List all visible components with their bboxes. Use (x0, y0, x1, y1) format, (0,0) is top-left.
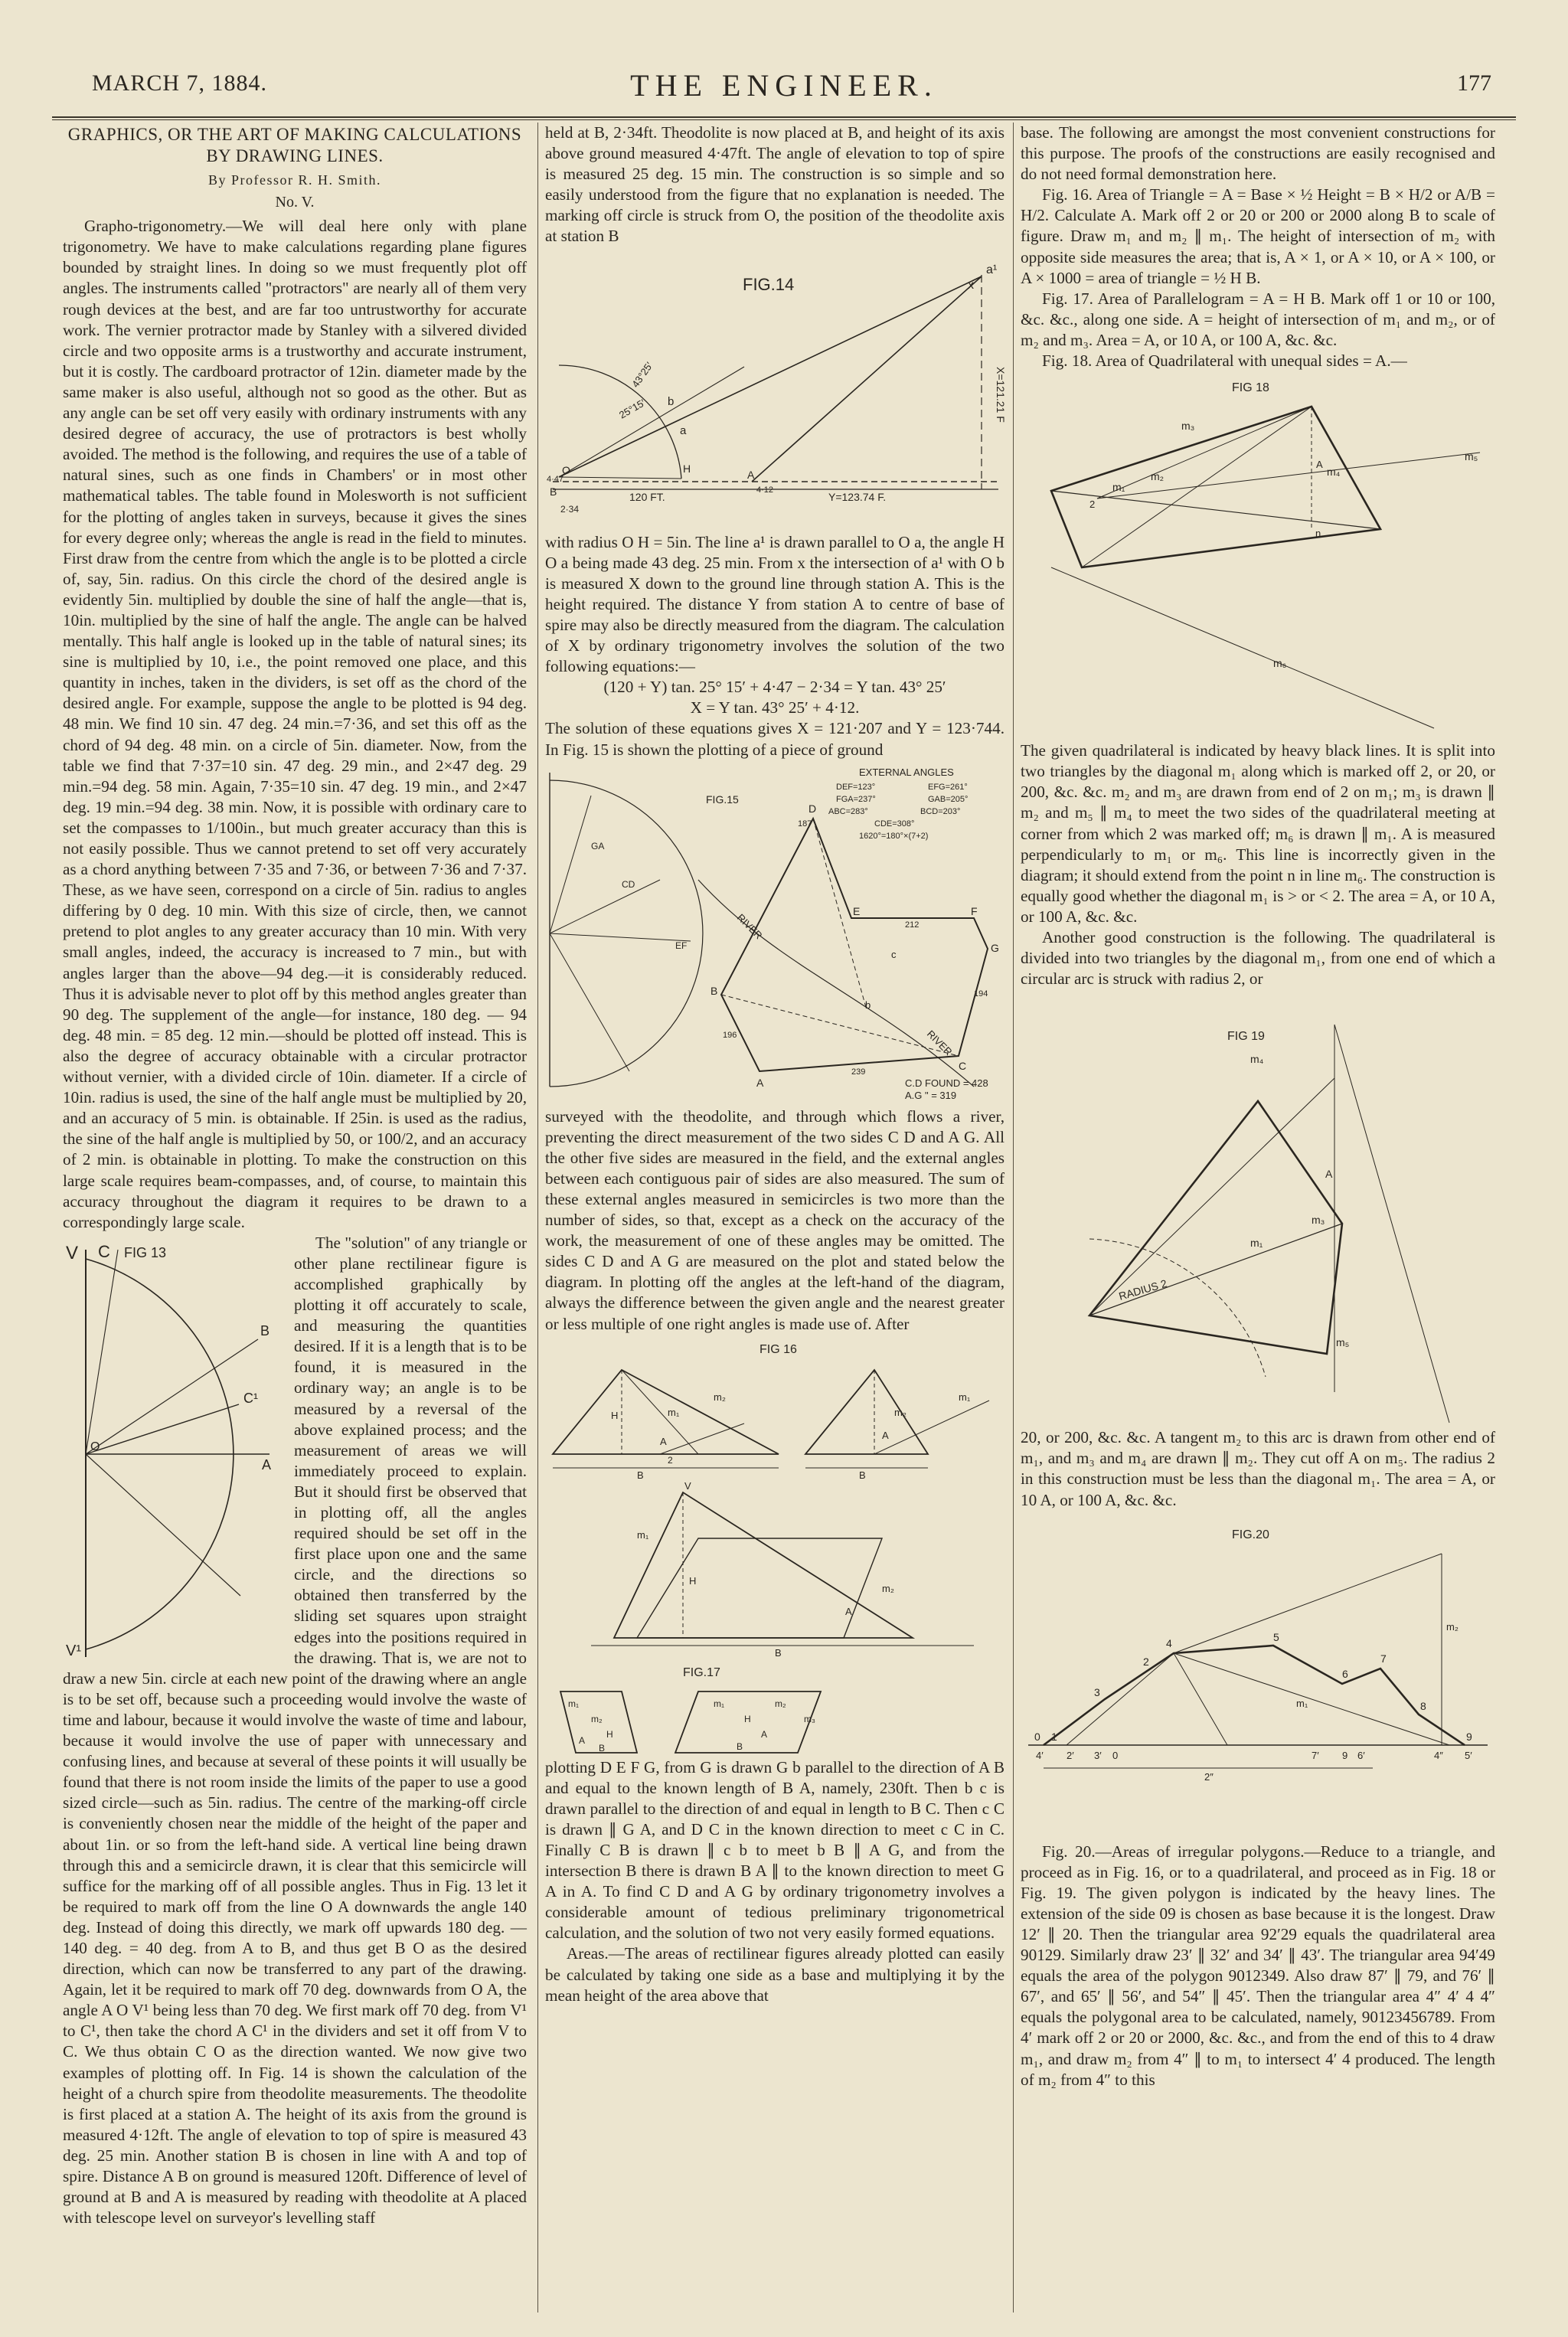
fig14-label-234: 2·34 (560, 503, 580, 515)
fig16c-label: A (845, 1605, 852, 1617)
paragraph: Fig. 18. Area of Quadrilateral with unequal sides = A.— (1042, 351, 1407, 371)
page-number: 177 (1457, 70, 1491, 96)
paragraph: The solution of these equations gives X = 121·207 and Y = 123·744. In Fig. 15 is shown the plotting of a piece of ground (545, 719, 1004, 759)
fig13-label-a: A (262, 1456, 272, 1472)
column-1 (63, 123, 527, 2312)
fig16c-label: m₂ (882, 1582, 894, 1594)
fig20-label: 5′ (1465, 1749, 1472, 1761)
equation-2: X = Y tan. 43° 25′ + 4·12. (690, 698, 860, 717)
fig15-angle: BCD=203° (920, 806, 961, 816)
fig15-river-label: RIVER (924, 1028, 955, 1057)
fig15-label-c-small: c (891, 948, 897, 960)
paragraph: The given quadrilateral is indicated by heavy black lines. It is split into two triangles by the diagonal m₁ along which is marked off 2, or 20, or 200, &c. &c. m₂ and m₃ are drawn from end of 2 on m₁; m₃ is drawn ∥ m₂ and m₅ ∥ m₄ to meet the two sides of the quadrilateral meeting at corner from which 2 was marked off; m₆ is drawn ∥ m₁. A is measured perpendicularly to m₁ or m₆. This line is incorrectly given in the diagram; it should extend from the point n in line m₆. The construction is equally good whether the diagonal m₁ is > or < 2. The area = A, or 10 A, or 100 A, &c. &c. (1021, 741, 1495, 926)
fig13-label-c: C (98, 1241, 110, 1261)
fig20-label: 9 (1466, 1730, 1472, 1743)
masthead-rule-thin (52, 119, 1516, 120)
paragraph: held at B, 2·34ft. Theodolite is now placed at B, and height of its axis above ground measured 4·47ft. The angle of elevation to top of spire is measured 25 deg. 15 min. The construction is so simple and so easily understood from the figure that no explanation is needed. The marking off circle is struck from O, the position of the theodolite axis at station B (545, 123, 1004, 246)
fig14-label-h: H (683, 462, 691, 475)
fig20-label: 0 (1112, 1749, 1119, 1761)
fig20-label: 7 (1380, 1652, 1387, 1665)
fig14-label-412: 4·12 (756, 485, 774, 495)
figure-16-17 (545, 1339, 1004, 1753)
fig19-label: A (1325, 1168, 1333, 1181)
fig15-side-196: 196 (723, 1030, 737, 1040)
fig16c-label: H (689, 1574, 697, 1587)
fig14-label-distance: 120 FT. (629, 490, 665, 503)
fig16b-label: B (859, 1469, 866, 1481)
fig16-label: A (660, 1435, 667, 1447)
fig17b-label: m₂ (775, 1698, 786, 1709)
fig16-label: m₁ (668, 1406, 680, 1418)
fig16b-label: m₁ (959, 1391, 971, 1403)
fig14-label-447: 4·47 (547, 474, 564, 484)
fig20-label: 6′ (1357, 1749, 1365, 1761)
masthead-rule (52, 116, 1516, 118)
issue-date: MARCH 7, 1884. (92, 70, 268, 96)
fig20-label: m₁ (1296, 1697, 1308, 1709)
fig13-label-v1: V¹ (66, 1642, 81, 1659)
fig17-label: H (606, 1728, 613, 1740)
fig20-label: 4′ (1036, 1749, 1044, 1761)
fig15-angle: EFG=261° (928, 782, 968, 792)
fig13-label-c1: C¹ (243, 1390, 258, 1406)
paragraph: Areas.—The areas of rectilinear figures already plotted can easily be calculated by taking one side as a base and multiplying it by the mean height of the area above that (545, 1944, 1004, 2005)
fig17-label: A (579, 1734, 586, 1746)
figure-18 (1021, 376, 1495, 736)
fig14-label-height: X=121.21 F (995, 366, 1007, 423)
fig15-label-ga: GA (591, 840, 605, 851)
fig15-label-g: G (991, 941, 999, 954)
fig14-label-y: Y=123.74 F. (828, 490, 887, 503)
column-2 (545, 123, 1007, 2312)
fig16-label: m₂ (714, 1391, 726, 1403)
fig15-side-212: 212 (905, 920, 920, 930)
article-part-number: No. V. (275, 194, 315, 211)
article-title: GRAPHICS, OR THE ART OF MAKING CALCULATIONS BY DRAWING LINES. (67, 125, 522, 165)
fig15-angle: CDE=308° (874, 819, 915, 829)
paragraph: 20, or 200, &c. &c. A tangent m₂ to this arc is drawn from other end of m₁, and m₃ and m₄ are drawn ∥ m₂. They cut off A on m₅. The radius 2 in this construction must be less than the diagonal m₁. The area = A, or 10 A, or 100 A, &c. &c. (1021, 1428, 1495, 1509)
fig19-label: m₄ (1250, 1053, 1264, 1066)
fig18-label: m₆ (1273, 657, 1287, 670)
fig17-label: m₁ (568, 1698, 580, 1709)
fig20-label: 3 (1094, 1685, 1100, 1698)
fig15-angle: DEF=123° (836, 782, 876, 792)
fig17-title: FIG.17 (683, 1665, 720, 1679)
fig19-title: FIG 19 (1227, 1030, 1265, 1044)
fig15-angle: GAB=205° (928, 794, 969, 804)
fig20-label: m₂ (1446, 1620, 1459, 1633)
fig14-title: FIG.14 (743, 274, 795, 294)
fig14-label-station-a: A (747, 468, 755, 481)
paragraph: The "solution" of any triangle or other plane rectilinear figure is accomplished graphically by plotting it off accurately to scale, and measuring the quantities desired. If it is a length that is to be found, it is measured in the ordinary way; an angle is to be measured by a reversal of the above explained process; and the measurement of areas we will immediately proceed to explain. But it should first be observed that in plotting off, all the angles required should be set off in the first place upon one and the same circle, and the directions so obtained then transferred by the sliding set squares upon straight edges into the positions required in the drawing. That is, we are not to draw a new 5in. circle at each new point of the drawing where an angle is to be set off, because such a proceeding would involve the waste of time and labour, because it would involve the waste of time and labour, because it would involve the use of paper with unnecessary and confusing lines, and because at several of these points it will usually be found that there is not room inside the limits of the paper to use a good sized circle—such as 5in. radius. The centre of the marking-off circle is conveniently chosen near the middle of the height of the paper and about 1in. or so from the left-hand side. A vertical line being drawn through this and a semicircle drawn, it is clear that this semicircle will suffice for the marking off of all possible angles. Thus in Fig. 13 let it be required to mark off from the line O A downwards the angle 140 deg. Instead of doing this directly, we mark off upwards 180 deg. — 140 deg. = 40 deg. from A to B, and thus get B O as the desired direction, which can now be transferred to any part of the drawing. Again, let it be required to mark off 70 deg. downwards from O A, the angle A O V¹ being less than 70 deg. We first mark off 70 deg. from V¹ to C¹, then take the chord A C¹ in the dividers and set it off from V to C. We thus obtain C O as the direction wanted. We now give two examples of plotting off. In Fig. 14 is shown the calculation of the height of a church spire from theodolite measurements. The theodolite is first placed at a station A. The height of its axis from the ground is measured 4·12ft. The angle of elevation to top of spire is measured 43 deg. 25 min. Another station B is chosen in line with A and top of spire. Distance A B on ground is measured 120ft. Difference of level of ground at B and A is measured by reading with theodolite at A placed with telescope level on surveyor's levelling staff (63, 1233, 527, 2228)
column-divider-1 (537, 123, 538, 2312)
fig16-label: 2 (668, 1454, 673, 1466)
fig15-side-194: 194 (974, 989, 988, 999)
fig18-label: 2 (1089, 498, 1096, 511)
fig16b-label: A (882, 1429, 889, 1441)
paragraph: plotting D E F G, from G is drawn G b parallel to the direction of A B and equal to the known length of B A, namely, 230ft. Then b c is drawn parallel to the direction of and equal in length to B C. Then c C is drawn ∥ G A, and D C in the known direction to meet c C in C. Finally C B is drawn ∥ c b to meet b B ∥ A G, and from the intersection B there is drawn B A ∥ to the known direction to meet G A in A. To find C D and A G by ordinary trigonometry involves a considerable amount of tedious preliminary trigonometrical calculation, and the solution of two not very easily formed equations. (545, 1757, 1004, 1943)
fig15-label-d: D (808, 802, 817, 815)
figure-19 (1021, 994, 1495, 1423)
paragraph: with radius O H = 5in. The line a¹ is drawn parallel to O a, the angle H O a being made 43 deg. 25 min. From x the intersection of a¹ with O b is measured X down to the ground line through station A. This is the height required. The distance Y from station A to centre of base of spire may also be directly measured from the diagram. The calculation of X by ordinary trigonometry involves the solution of the two following equations:— (545, 532, 1004, 676)
fig16c-label: V (684, 1479, 691, 1492)
fig18-label: m₂ (1151, 470, 1165, 483)
fig15-side-239: 239 (851, 1067, 866, 1077)
fig15-river-label: RIVER (734, 911, 765, 941)
fig15-title: FIG.15 (706, 793, 739, 806)
fig15-heading: EXTERNAL ANGLES (859, 766, 954, 778)
fig20-label: 2″ (1204, 1770, 1214, 1783)
fig18-label: m₅ (1465, 450, 1478, 463)
paragraph: surveyed with the theodolite, and through which flows a river, preventing the direct measurement of the two sides C D and A G. All the other five sides are measured in the field, and the external angles between each contiguous pair of sides are also measured. The sum of these external angles measured in semicircles is two more than the number of sides, so that, except as a check on the accuracy of the work, the measurement of one of these angles may be omitted. The sides C D and A G are measured on the plot and stated below the diagram. In plotting off the angles at the left-hand of the diagram, always the difference between the given angle and the nearest greater or less multiple of one right angles is made use of. After (545, 1106, 1004, 1333)
fig18-label: A (1316, 459, 1323, 471)
fig13-label-o: O (90, 1440, 100, 1453)
figure-14 (545, 252, 1007, 528)
fig14-label-b: b (668, 394, 675, 408)
publication-title: THE ENGINEER. (630, 68, 938, 103)
fig20-label: 6 (1342, 1667, 1348, 1680)
figure-15 (545, 765, 1004, 1102)
fig20-label: 9 (1342, 1749, 1348, 1761)
fig15-label-c: C (959, 1059, 967, 1072)
fig18-label: m₁ (1112, 481, 1125, 494)
fig20-label: 7′ (1312, 1749, 1319, 1761)
fig18-label: m₄ (1327, 466, 1341, 479)
fig15-label-a: A (756, 1076, 764, 1089)
fig15-label-cd: CD (622, 878, 635, 890)
fig15-label-f: F (971, 904, 978, 917)
fig17b-label: B (737, 1740, 743, 1752)
fig15-side-187: 187 (798, 819, 812, 829)
fig20-label: 0 (1034, 1730, 1040, 1743)
fig18-label: n (1315, 528, 1321, 540)
fig14-label-angle-b: 25°15′ (617, 396, 648, 421)
fig15-label-ef: EF (675, 940, 688, 951)
paragraph: Fig. 17. Area of Parallelogram = A = H B. Mark off 1 or 10 or 100, &c. &c., along one side. A = height of intersection of m₁ and m₂, or of m₂ and m₃. Area = A, or 10 A, or 100 A, &c. &c. (1021, 289, 1495, 349)
fig16b-label: m₂ (894, 1406, 906, 1418)
fig17b-label: m₁ (714, 1698, 725, 1709)
fig17b-label: H (744, 1713, 751, 1724)
figure-20 (1021, 1515, 1495, 1837)
fig14-label-a1: a¹ (986, 263, 998, 276)
fig17-label: m₂ (591, 1713, 603, 1724)
fig18-label: m₃ (1181, 420, 1195, 433)
fig15-angle: 1620°=180°×(7+2) (859, 831, 929, 841)
fig16c-label: m₁ (637, 1528, 649, 1541)
fig19-label: m₅ (1336, 1336, 1350, 1349)
fig14-label-a: a (680, 423, 687, 437)
paragraph: Another good construction is the following. The quadrilateral is divided into two triangles by the diagonal m₁, from one end of which a circular arc is struck with radius 2, or (1021, 927, 1495, 989)
column-3 (1021, 123, 1495, 2312)
figure-13 (63, 1236, 285, 1665)
fig14-label-x: x (968, 278, 974, 292)
fig20-label: 3′ (1094, 1749, 1102, 1761)
fig15-angle: FGA=237° (836, 794, 876, 804)
fig16-label: H (611, 1409, 619, 1421)
paragraph: base. The following are amongst the most convenient constructions for this purpose. The proofs of the constructions are easily recognised and do not need formal demonstration here. (1021, 123, 1495, 184)
fig19-label-radius: RADIUS 2 (1117, 1276, 1168, 1303)
fig17b-label: m₃ (804, 1713, 815, 1724)
fig17-label: B (599, 1742, 606, 1754)
fig17b-label: A (761, 1728, 768, 1740)
fig15-label-b: B (710, 984, 718, 997)
fig15-cd-found: C.D FOUND = 428 (905, 1077, 988, 1089)
fig19-label: m₁ (1250, 1237, 1263, 1250)
fig15-angle: ABC=283° (828, 806, 868, 816)
column-divider-2 (1013, 123, 1014, 2312)
fig20-label: 4″ (1434, 1749, 1443, 1761)
fig18-title: FIG 18 (1232, 381, 1269, 395)
paragraph: Fig. 20.—Areas of irregular polygons.—Reduce to a triangle, and proceed as in Fig. 16, or to a quadrilateral, and proceed as in Fig. 18 or Fig. 19. The given polygon is indicated by the heavy lines. The extension of the side 09 is chosen as base because it is the longest. Draw 12′ ∥ 20. Then the triangular area 92′29 equals the quadrilateral area 90129. Similarly draw 23′ ∥ 32′ and 34′ ∥ 43′. The triangular area 94′49 equals the area of the polygon 9012349. Also draw 87′ ∥ 79, and 76′ ∥ 67′, and 65′ ∥ 56′, and 54″ ∥ 45′. Then the triangular area 4″ 4′ 4 4″ equals the polygonal area to be calculated, namely, 90123456789. From 4′ mark off 2 or 20 or 2000, &c. &c., and from the end of this to 4 draw m₁, and draw m₂ from 4″ ∥ to m₁ to intersect 4′ 4 produced. The length of m₂ from 4″ to this (1021, 1842, 1495, 2089)
fig16-title: FIG 16 (760, 1342, 797, 1356)
equation-1: (120 + Y) tan. 25° 15′ + 4·47 − 2·34 = Y tan. 43° 25′ (603, 678, 946, 697)
fig16-label: B (637, 1469, 644, 1481)
paragraph: Grapho-trigonometry.—We will deal here only with plane trigonometry. We have to make calculations regarding plane figures bounded by straight lines. In doing so we must frequently plot off angles. The instruments called "protractors" are nearly all of them very rough devices at the best, and are far too untrustworthy for accurate work. The vernier protractor made by Stanley with a silvered divided circle and two opposite arms is a trustworthy and accurate instrument, but it is costly. The cardboard protractor of 12in. diameter made by the same maker is also useful, although not so good as the other. But as any angle can be set off very easily with ordinary instruments with any desired degree of accuracy, the use of protractors is best wholly avoided. The method is the following, and requires the use of a table of natural sines, such as one finds in Chambers' or in most other mathematical tables. The table found in Molesworth is not sufficient for the plotting of angles taken in surveys, because it gives the sines for every degree only; whereas the angle is read in the field to minutes. First draw from the centre from which the angle is to be plotted a circle of, say, 5in. radius. On this circle the chord of the desired angle is evidently 5in. multiplied by double the sine of half the angle—that is, 10in. multiplied by the sine of half the angle. The angle can be halved mentally. This half angle is looked up in the table of natural sines; its sine is multiplied by 10, i.e., the point removed one place, and this quantity in inches, taken in the dividers, is set off as the chord of the desired angle. For example, suppose the angle to be plotted is 94 deg. 48 min. We find 10 sin. 47 deg. 24 min.=7·36, and set this off as the chord of 94 deg. 48 min. on a circle of 5in. diameter. Now, from the table we find that 7·37=10 sin. 47 deg. 29 min., and 2×47 deg. 29 min.=94 deg. 58 min. Again, 7·35=10 sin. 47 deg. 19 min., and 2×47 deg. 19 min.=94 deg. 38 min. Now, it is possible with ordinary care to set the compasses to 1/100in., but much greater accuracy than this is not easily possible. Thus we cannot pretend to set off very accurately as a chord anything between 7·35 and 7·36, or between 7·36 and 7·37. These, as we have seen, correspond on a circle of 5in. radius to angles differing by 0 deg. 10 min. With this size of circle, then, we cannot pretend to plot angles to any greater accuracy than 10 min. With very small angles, indeed, the accuracy is increased to 7 min., but with angles larger than the above—94 deg.—it is considerably reduced. Thus it is advisable never to plot off by this method angles greater than 90 deg. The supplement of the angle—for instance, 180 deg. — 94 deg. 48 min. = 85 deg. 12 min.—should be plotted off instead. This is also the degree of accuracy obtainable with a circular protractor without vernier, with a divided circle of 10in. diameter. If a circle of 10in. radius is used, the sine of the half angle must be multiplied by 20, and an accuracy of 5 min. is obtainable. If 25in. is used as the radius, the sine of the half angle is multiplied by 50, or 100/2, and an accuracy of 2 min. is obtainable in plotting. To make the construction on this large scale requires beam-compasses, and, of course, to maintain this accuracy throughout the diagram it requires to be drawn to a correspondingly large scale. (63, 217, 527, 1231)
fig20-label: 8 (1420, 1699, 1426, 1712)
fig16c-label: B (775, 1646, 782, 1659)
fig13-title: FIG 13 (124, 1244, 167, 1260)
fig15-ag-found: A.G " = 319 (905, 1089, 957, 1101)
fig20-label: 2 (1143, 1655, 1149, 1668)
fig15-label-e: E (853, 904, 861, 917)
fig13-label-v: V (66, 1242, 79, 1263)
fig20-label: 1 (1051, 1730, 1057, 1743)
article-byline: By Professor R. H. Smith. (207, 172, 382, 188)
fig20-label: 2′ (1067, 1749, 1074, 1761)
fig14-label-angle-a: 43°25′ (629, 359, 655, 390)
masthead (46, 67, 1522, 113)
fig14-label-o: O (562, 463, 570, 476)
fig13-label-b: B (260, 1322, 270, 1338)
fig15-label-b-small: b (865, 999, 871, 1011)
fig14-label-station-b: B (550, 485, 557, 498)
fig20-label: 4 (1166, 1636, 1172, 1649)
paragraph: Fig. 16. Area of Triangle = A = Base × ½ Height = B × H/2 or A/B = H/2. Calculate A. Mark off 2 or 20 or 200 or 2000 along B to scale of figure. Draw m₁ and m₂ ∥ m₁. The height of intersection of m₂ with opposite side measures the area; that is, A × 1, or A × 10, or A × 100, or A × 1000 = area of triangle = ½ H B. (1021, 185, 1495, 287)
fig20-label: 5 (1273, 1630, 1279, 1643)
fig20-title: FIG.20 (1232, 1528, 1269, 1541)
fig19-label: m₃ (1312, 1214, 1325, 1227)
